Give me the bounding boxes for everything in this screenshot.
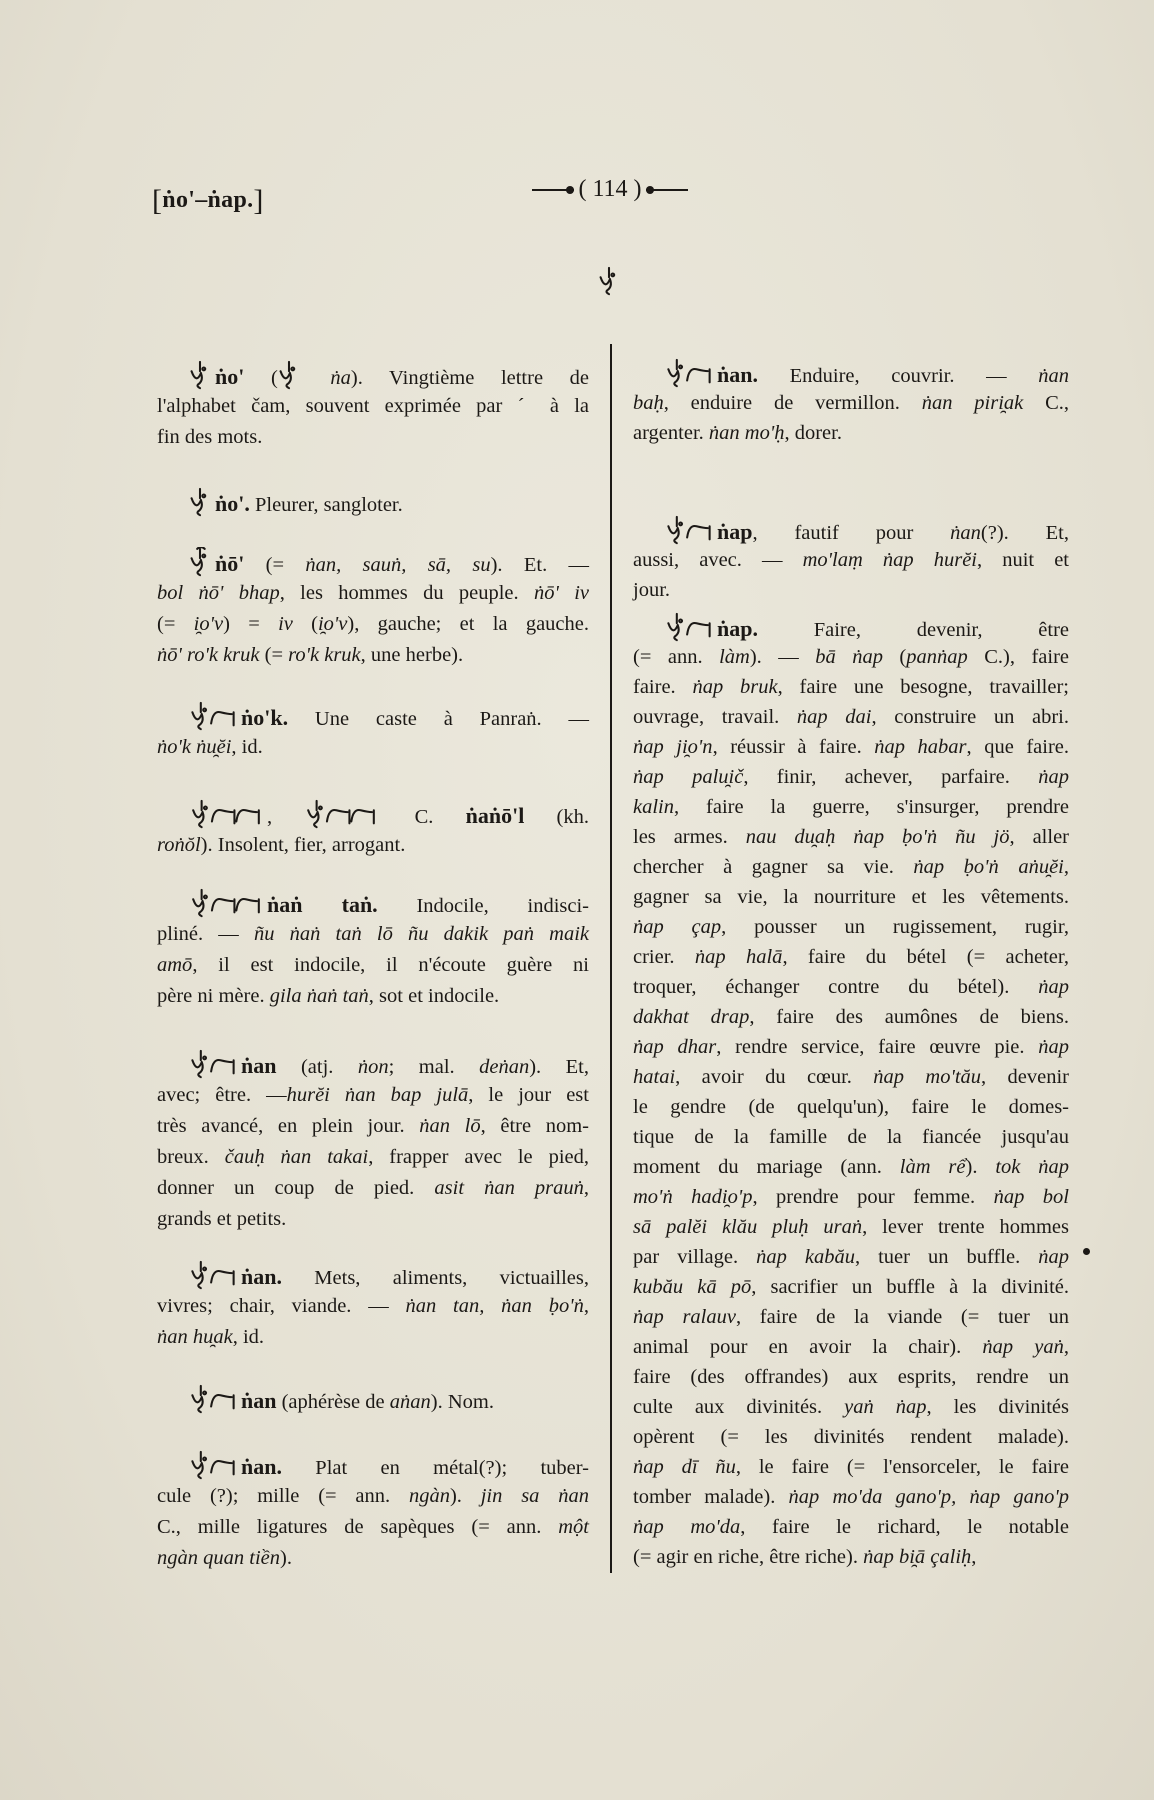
entry-line bbox=[633, 1302, 1069, 1332]
entry-line bbox=[157, 1322, 589, 1353]
entry-line bbox=[157, 640, 589, 671]
headword: ṅan. bbox=[717, 362, 758, 387]
cham-example: bā ṅap bbox=[815, 646, 883, 668]
definition-text: , avoir du cœur. bbox=[675, 1066, 874, 1088]
definition-text: , faire de la viande (= tuer un bbox=[735, 1306, 1069, 1328]
definition-text: aussi, avec. — bbox=[633, 549, 803, 571]
entry-line bbox=[633, 358, 1069, 388]
cham-example: mo'ṅ hadi̯o'p bbox=[633, 1186, 753, 1208]
cham-example: tok ṅap bbox=[995, 1156, 1070, 1178]
cham-example: ngàn bbox=[408, 1485, 450, 1507]
cham-example: ṅa bbox=[303, 367, 351, 389]
headword: ṅo'k. bbox=[241, 705, 289, 730]
cham-script-icon bbox=[665, 612, 713, 642]
definition-text: culte aux divinités. bbox=[633, 1396, 845, 1418]
cham-example: i̯o'v bbox=[193, 613, 224, 635]
definition-text: , sot et indocile. bbox=[368, 985, 500, 1007]
definition-text: , prendre pour femme. bbox=[752, 1186, 994, 1208]
entry-line bbox=[633, 1392, 1069, 1422]
definition-text: ). Nom. bbox=[430, 1391, 494, 1413]
definition-text: ouvrage, travail. bbox=[633, 706, 797, 728]
definition-text: Indocile, indisci- bbox=[377, 895, 589, 917]
entry-line bbox=[157, 547, 589, 578]
entry-line bbox=[633, 792, 1069, 822]
definition-text: , id. bbox=[232, 1326, 265, 1348]
cham-example: ṅap halā bbox=[694, 946, 783, 968]
entry-line bbox=[633, 1422, 1069, 1452]
definition-text: , bbox=[267, 806, 305, 828]
definition-text: , faire la guerre, s'insurger, prendre bbox=[674, 796, 1069, 818]
definition-text: (?). Et, bbox=[980, 522, 1069, 544]
dictionary-entry bbox=[157, 799, 589, 861]
bracket-close: ] bbox=[253, 184, 264, 217]
entry-line bbox=[157, 487, 589, 518]
definition-text: , dorer. bbox=[784, 422, 842, 444]
definition-text: animal pour en avoir la chair). bbox=[633, 1336, 983, 1358]
headword: ṅaṅō'l bbox=[465, 803, 525, 828]
definition-text: C.), faire bbox=[967, 646, 1070, 668]
definition-text: ). Et, bbox=[529, 1056, 589, 1078]
definition-text: argenter. bbox=[633, 422, 709, 444]
headword: ṅo'. bbox=[215, 491, 250, 516]
cham-example: gila ṅaṅ taṅ bbox=[269, 985, 369, 1007]
entry-line bbox=[157, 1173, 589, 1204]
headword: ṅan bbox=[241, 1388, 277, 1413]
definition-text: tomber malade). bbox=[633, 1486, 789, 1508]
definition-text: , fautif pour bbox=[752, 522, 951, 544]
definition-text: , aller bbox=[1009, 826, 1069, 848]
entry-line bbox=[157, 1204, 589, 1235]
entry-line bbox=[633, 822, 1069, 852]
definition-text: , finir, achever, parfaire. bbox=[743, 766, 1039, 788]
entry-line bbox=[633, 642, 1069, 672]
cham-example: bol ṅō' bhap bbox=[157, 582, 280, 604]
entry-line bbox=[157, 1543, 589, 1574]
entry-line bbox=[633, 732, 1069, 762]
entry-line bbox=[633, 1122, 1069, 1152]
definition-text: crier. bbox=[633, 946, 695, 968]
definition-text: ). bbox=[280, 1547, 292, 1569]
definition-text: , frapper avec le pied, bbox=[368, 1146, 589, 1168]
headword: ṅan. bbox=[241, 1454, 282, 1479]
cham-script-icon bbox=[189, 1384, 237, 1414]
cham-example: ṅap bruk bbox=[692, 676, 778, 698]
cham-example: yaṅ ṅap bbox=[844, 1396, 927, 1418]
entry-line bbox=[633, 1482, 1069, 1512]
cham-example: ṅan bbox=[950, 522, 981, 544]
cham-example: ṅan lō bbox=[419, 1115, 481, 1137]
definition-text: ), gauche; et la gauche. bbox=[347, 613, 589, 635]
definition-text: avec; être. — bbox=[157, 1084, 287, 1106]
entry-line bbox=[633, 1032, 1069, 1062]
definition-text: C. bbox=[382, 806, 466, 828]
definition-text: chercher à gagner sa vie. bbox=[633, 856, 914, 878]
definition-text: l'alphabet čam, souvent exprimée par ˊ à la bbox=[157, 395, 589, 417]
definition-text: (= bbox=[244, 554, 306, 576]
cham-example: ṅan, sauṅ, sā, su bbox=[305, 554, 491, 576]
cham-example: ṅap bbox=[1038, 766, 1069, 788]
entry-line bbox=[633, 1512, 1069, 1542]
definition-text: tique de la famille de la fiancée jusqu'au bbox=[633, 1126, 1069, 1148]
cham-example: ṅap ji̯o'n bbox=[633, 736, 713, 758]
entry-line bbox=[157, 1260, 589, 1291]
cham-example: i̯o'v bbox=[317, 613, 348, 635]
cham-script-icon bbox=[665, 358, 713, 388]
entry-line bbox=[633, 882, 1069, 912]
bracket-open: [ bbox=[152, 184, 163, 217]
cham-example: ñu ṅaṅ taṅ lō ñu dakik paṅ maik bbox=[253, 923, 589, 945]
definition-text: par village. bbox=[633, 1246, 757, 1268]
cham-example: čauḥ ṅan takai bbox=[224, 1146, 369, 1168]
definition-text: ; mal. bbox=[388, 1056, 480, 1078]
running-head bbox=[152, 184, 264, 218]
entry-line bbox=[157, 830, 589, 861]
definition-text: (= bbox=[157, 613, 194, 635]
cham-example: sā palĕi klău pluḥ uraṅ bbox=[633, 1216, 863, 1238]
definition-text: C., bbox=[1023, 392, 1070, 414]
cham-example: ṅap çap bbox=[633, 916, 722, 938]
definition-text: , pousser un rugissement, rugir, bbox=[721, 916, 1069, 938]
cham-example: ṅap bol bbox=[993, 1186, 1069, 1208]
definition-text: ). Vingtième lettre de bbox=[350, 367, 589, 389]
definition-text: Une caste à Panraṅ. — bbox=[288, 708, 589, 730]
entry-line bbox=[633, 1092, 1069, 1122]
ornament-left-icon bbox=[532, 189, 574, 191]
definition-text: ). Insolent, fier, arrogant. bbox=[200, 834, 406, 856]
definition-text: , bbox=[583, 1177, 589, 1199]
dictionary-entry bbox=[633, 515, 1069, 605]
definition-text: , bbox=[1063, 856, 1069, 878]
page-number bbox=[510, 176, 710, 203]
page-number-text: ( 114 ) bbox=[578, 176, 642, 202]
entry-line bbox=[157, 950, 589, 981]
cham-example: ṅap kabău bbox=[756, 1246, 855, 1268]
definition-text: , être nom- bbox=[480, 1115, 589, 1137]
cham-example: dakhat drap bbox=[633, 1006, 750, 1028]
definition-text: , id. bbox=[231, 736, 263, 758]
entry-line bbox=[633, 972, 1069, 1002]
definition-text: C., mille ligatures de sapèques (= ann. bbox=[157, 1516, 559, 1538]
definition-text: Enduire, couvrir. — bbox=[757, 365, 1039, 387]
definition-text: , bbox=[1063, 1336, 1069, 1358]
dictionary-entry bbox=[157, 1260, 589, 1353]
cham-example: ṅō' ro'k kruk bbox=[157, 644, 260, 666]
definition-text: (= agir en riche, être riche). bbox=[633, 1546, 864, 1568]
definition-text: (aphérèse de bbox=[276, 1391, 390, 1413]
cham-example: ṅap habar bbox=[874, 736, 967, 758]
headword: ṅap bbox=[717, 519, 753, 544]
cham-script-icon bbox=[189, 888, 263, 918]
cham-example: ṅap palu̯ič bbox=[633, 766, 744, 788]
entry-line bbox=[633, 515, 1069, 545]
dictionary-entry bbox=[157, 701, 589, 763]
definition-text: faire (des offrandes) aux esprits, rendre un bbox=[633, 1366, 1069, 1388]
definition-text: , enduire de vermillon. bbox=[663, 392, 922, 414]
cham-example: deṅan bbox=[479, 1056, 530, 1078]
dictionary-entry bbox=[157, 1450, 589, 1574]
entry-line bbox=[633, 418, 1069, 448]
entry-line bbox=[633, 1182, 1069, 1212]
definition-text: ). Et. — bbox=[490, 554, 589, 576]
definition-text: , faire des aumônes de biens. bbox=[749, 1006, 1069, 1028]
definition-text: ( bbox=[292, 613, 318, 635]
definition-text: faire. bbox=[633, 676, 693, 698]
cham-script-icon bbox=[189, 1450, 237, 1480]
entry-line bbox=[633, 852, 1069, 882]
cham-example: ṅō' iv bbox=[533, 582, 589, 604]
entry-line bbox=[157, 888, 589, 919]
definition-text: père ni mère. bbox=[157, 985, 270, 1007]
definition-text: , rendre service, faire œuvre pie. bbox=[716, 1036, 1039, 1058]
cham-script-icon bbox=[189, 547, 211, 577]
cham-example: làm rể bbox=[899, 1156, 966, 1178]
entry-line bbox=[633, 1542, 1069, 1572]
cham-example: ṅap bbox=[1038, 1246, 1069, 1268]
definition-text: , bbox=[971, 1546, 977, 1568]
entry-line bbox=[157, 1384, 589, 1415]
entry-line bbox=[157, 1111, 589, 1142]
definition-text: , sacrifier un buffle à la divinité. bbox=[751, 1276, 1069, 1298]
dictionary-entry bbox=[157, 1049, 589, 1235]
cham-example: ṅap yaṅ bbox=[982, 1336, 1064, 1358]
cham-example: ṅan hu̯ak bbox=[157, 1326, 233, 1348]
entry-line bbox=[633, 1332, 1069, 1362]
definition-text: , bbox=[583, 1295, 589, 1317]
ornament-right-icon bbox=[646, 189, 688, 191]
entry-line bbox=[633, 762, 1069, 792]
entry-line bbox=[633, 942, 1069, 972]
definition-text: Faire, devenir, être bbox=[757, 619, 1069, 641]
definition-text: , il est indocile, il n'écoute guère ni bbox=[192, 954, 589, 976]
entry-line bbox=[633, 1002, 1069, 1032]
dictionary-entry bbox=[157, 487, 589, 518]
cham-example: ṅap bbox=[1038, 976, 1069, 998]
cham-example: kalin bbox=[633, 796, 674, 818]
entry-line bbox=[633, 1242, 1069, 1272]
definition-text: ). bbox=[965, 1156, 996, 1178]
cham-example: jin sa ṅan bbox=[480, 1485, 589, 1507]
cham-script-icon bbox=[665, 515, 713, 545]
entry-line bbox=[157, 1080, 589, 1111]
entry-line bbox=[157, 1512, 589, 1543]
dictionary-entry bbox=[157, 547, 589, 671]
cham-example: ṅap dī ñu bbox=[633, 1456, 736, 1478]
cham-example: ṅap ralauv bbox=[633, 1306, 736, 1328]
entry-line bbox=[157, 578, 589, 609]
cham-example: kubău kā pō bbox=[633, 1276, 752, 1298]
entry-line bbox=[633, 912, 1069, 942]
cham-example: ṅan mo'ḥ bbox=[708, 422, 785, 444]
cham-example: panṅap bbox=[906, 646, 968, 668]
definition-text: , devenir bbox=[981, 1066, 1069, 1088]
definition-text: , tuer un buffle. bbox=[854, 1246, 1039, 1268]
headword: ṅo' bbox=[215, 364, 245, 389]
definition-text: très avancé, en plein jour. bbox=[157, 1115, 420, 1137]
cham-example: nau du̯aḥ ṅap ḅo'ṅ ñu jö bbox=[745, 826, 1010, 848]
cham-script-icon bbox=[189, 799, 263, 829]
entry-line bbox=[157, 701, 589, 732]
definition-text: , construire un abri. bbox=[871, 706, 1069, 728]
cham-script-icon bbox=[189, 487, 211, 517]
cham-example: hurĕi ṅan bap julā bbox=[286, 1084, 469, 1106]
definition-text: , les hommes du peuple. bbox=[279, 582, 534, 604]
entry-line bbox=[633, 545, 1069, 575]
cham-script-icon bbox=[189, 1260, 237, 1290]
definition-text: (atj. bbox=[276, 1056, 358, 1078]
dictionary-entry bbox=[157, 360, 589, 453]
cham-example: hatai bbox=[633, 1066, 676, 1088]
entry-line bbox=[633, 1362, 1069, 1392]
headword: ṅō' bbox=[215, 551, 245, 576]
cham-example: iv bbox=[278, 613, 293, 635]
definition-text: ). bbox=[449, 1485, 481, 1507]
definition-text: , une herbe). bbox=[360, 644, 464, 666]
definition-text: gagner sa vie, la nourriture et les vêtements. bbox=[633, 886, 1069, 908]
definition-text: donner un coup de pied. bbox=[157, 1177, 435, 1199]
entry-line bbox=[633, 702, 1069, 732]
definition-text: Plat en métal(?); tuber- bbox=[281, 1457, 589, 1479]
definition-text: (kh. bbox=[524, 806, 590, 828]
definition-text: pliné. — bbox=[157, 923, 254, 945]
entry-line bbox=[633, 1212, 1069, 1242]
definition-text: ). — bbox=[749, 646, 816, 668]
headword: ṅan bbox=[241, 1053, 277, 1078]
entry-line bbox=[633, 575, 1069, 605]
definition-text: , réussir à faire. bbox=[712, 736, 875, 758]
entry-line bbox=[633, 612, 1069, 642]
definition-text: , les divinités bbox=[926, 1396, 1069, 1418]
entry-line bbox=[157, 360, 589, 391]
cham-example: ṅap mo'da gano'p, ṅap gano'p bbox=[788, 1486, 1069, 1508]
cham-example: amō bbox=[157, 954, 193, 976]
cham-script-icon bbox=[189, 701, 237, 731]
definition-text: , lever trente hommes bbox=[862, 1216, 1069, 1238]
cham-example: ṅap dhar bbox=[633, 1036, 717, 1058]
definition-text: , faire du bétel (= acheter, bbox=[782, 946, 1069, 968]
definition-text: troquer, échanger contre du bétel). bbox=[633, 976, 1039, 998]
definition-text: , que faire. bbox=[966, 736, 1069, 758]
cham-example: ṅap dai bbox=[796, 706, 872, 728]
definition-text: (= ann. bbox=[633, 646, 720, 668]
cham-example: aṅan bbox=[389, 1391, 431, 1413]
dictionary-entry bbox=[157, 888, 589, 1012]
entry-line bbox=[157, 391, 589, 422]
headword: ṅap. bbox=[717, 616, 758, 641]
entry-line bbox=[633, 1062, 1069, 1092]
cham-section-letter-icon bbox=[598, 266, 620, 301]
cham-example: ṅo'k ṅu̯ĕi bbox=[157, 736, 232, 758]
entry-line bbox=[157, 1450, 589, 1481]
definition-text: , faire le richard, le notable bbox=[740, 1516, 1069, 1538]
cham-example: ṅan tan, ṅan ḅo'ṅ bbox=[405, 1295, 584, 1317]
cham-example: roṅŏl bbox=[157, 834, 201, 856]
definition-text: grands et petits. bbox=[157, 1208, 287, 1230]
cham-example: mo'laṃ ṅap hurĕi bbox=[802, 549, 977, 571]
cham-script-icon bbox=[278, 360, 300, 390]
definition-text: , faire une besogne, travailler; bbox=[777, 676, 1069, 698]
dictionary-entry bbox=[633, 358, 1069, 448]
running-head-text: ṅo'–ṅap. bbox=[162, 187, 254, 213]
headword: ṅan. bbox=[241, 1264, 282, 1289]
entry-line bbox=[157, 1049, 589, 1080]
cham-script-icon bbox=[189, 360, 211, 390]
cham-example: ṅap mo'tău bbox=[873, 1066, 982, 1088]
definition-text: fin des mots. bbox=[157, 426, 263, 448]
cham-example: ṅap ḅo'ṅ aṅu̯ĕi bbox=[913, 856, 1064, 878]
cham-example: baḥ bbox=[633, 392, 664, 414]
cham-example: ṅap bi̯ā çaliḥ bbox=[863, 1546, 972, 1568]
definition-text: Mets, aliments, victuailles, bbox=[281, 1267, 589, 1289]
entry-line bbox=[157, 1481, 589, 1512]
cham-example: ṅap mo'da bbox=[633, 1516, 741, 1538]
entry-line bbox=[633, 388, 1069, 418]
entry-line bbox=[633, 1272, 1069, 1302]
headword: ṅaṅ taṅ. bbox=[267, 892, 378, 917]
entry-line bbox=[157, 799, 589, 830]
entry-line bbox=[157, 1142, 589, 1173]
cham-example: asit ṅan prauṅ bbox=[434, 1177, 584, 1199]
ink-speck bbox=[1083, 1248, 1090, 1255]
definition-text: breux. bbox=[157, 1146, 225, 1168]
definition-text: cule (?); mille (= ann. bbox=[157, 1485, 409, 1507]
cham-example: ṅan piri̯ak bbox=[921, 392, 1024, 414]
dictionary-entry bbox=[157, 1384, 589, 1415]
cham-example: một bbox=[558, 1516, 589, 1538]
entry-line bbox=[157, 981, 589, 1012]
entry-line bbox=[157, 1291, 589, 1322]
entry-line bbox=[633, 1152, 1069, 1182]
definition-text: jour. bbox=[633, 579, 671, 601]
definition-text: Pleurer, sangloter. bbox=[249, 494, 403, 516]
definition-text: le gendre (de quelqu'un), faire le domes- bbox=[633, 1096, 1069, 1118]
definition-text: , le faire (= l'ensorceler, le faire bbox=[735, 1456, 1069, 1478]
definition-text: ( bbox=[244, 367, 278, 389]
entry-line bbox=[633, 672, 1069, 702]
cham-example: ṅon bbox=[357, 1056, 389, 1078]
definition-text: , le jour est bbox=[468, 1084, 589, 1106]
entry-line bbox=[157, 609, 589, 640]
entry-line bbox=[633, 1452, 1069, 1482]
definition-text: opèrent (= les divinités rendent malade). bbox=[633, 1426, 1069, 1448]
dictionary-entry bbox=[633, 612, 1069, 1572]
column-divider bbox=[610, 344, 612, 1573]
cham-example: làm bbox=[719, 646, 750, 668]
entry-line bbox=[157, 422, 589, 453]
definition-text: ) = bbox=[223, 613, 279, 635]
cham-example: ro'k kruk bbox=[288, 644, 361, 666]
definition-text: les armes. bbox=[633, 826, 746, 848]
definition-text: , nuit et bbox=[977, 549, 1069, 571]
entry-line bbox=[157, 919, 589, 950]
definition-text: moment du mariage (ann. bbox=[633, 1156, 900, 1178]
cham-example: ṅan bbox=[1038, 365, 1069, 387]
cham-example: ṅap bbox=[1038, 1036, 1069, 1058]
definition-text: vivres; chair, viande. — bbox=[157, 1295, 406, 1317]
cham-example: ngàn quan tiền bbox=[157, 1547, 280, 1569]
cham-script-icon bbox=[304, 799, 378, 829]
cham-script-icon bbox=[189, 1049, 237, 1079]
definition-text: (= bbox=[259, 644, 289, 666]
entry-line bbox=[157, 732, 589, 763]
definition-text: ( bbox=[882, 646, 907, 668]
